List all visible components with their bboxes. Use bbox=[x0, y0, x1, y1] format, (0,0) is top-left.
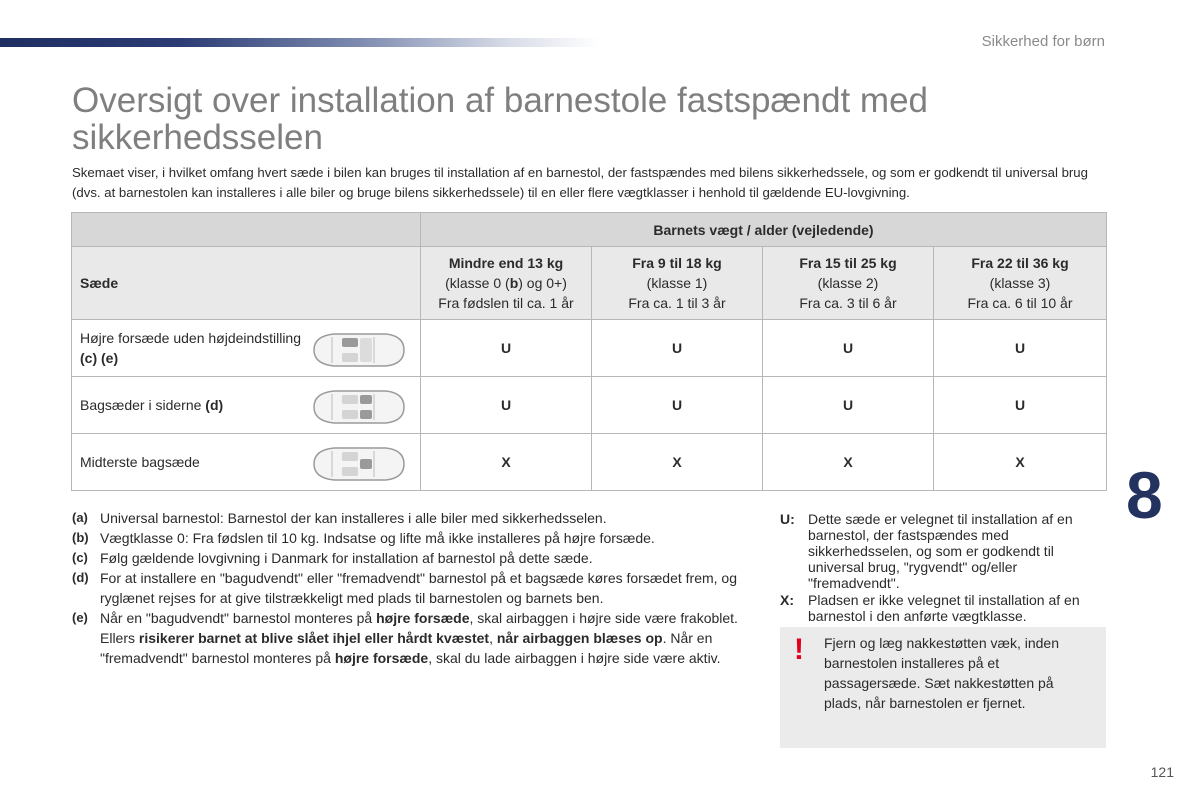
footnote-text: Følg gældende lovgivning i Danmark for installation af barnestol på dette sæde. bbox=[100, 550, 593, 566]
value-cell: U bbox=[934, 320, 1107, 377]
footnote-key: (d) bbox=[72, 570, 89, 585]
value-cell: X bbox=[592, 434, 763, 491]
footnote-text: Vægtklasse 0: Fra fødslen til 10 kg. Indsatse og lifte må ikke installeres på højre forsæde. bbox=[100, 530, 655, 546]
child-seat-table bbox=[71, 212, 1107, 491]
value-cell: U bbox=[592, 320, 763, 377]
category-weight: Fra 9 til 18 kg bbox=[632, 255, 722, 271]
seat-cell bbox=[72, 377, 421, 434]
seat-notes: (c) (e) bbox=[80, 350, 119, 366]
footnote-d bbox=[72, 568, 762, 608]
footnote-key: (a) bbox=[72, 510, 88, 525]
table-row bbox=[72, 320, 1107, 377]
value-cell: X bbox=[421, 434, 592, 491]
category-weight: Fra 15 til 25 kg bbox=[799, 255, 897, 271]
category-class: (klasse 2) bbox=[817, 275, 879, 291]
warning-exclamation-icon: ! bbox=[794, 633, 804, 666]
value-cell: U bbox=[421, 320, 592, 377]
category-age: Fra fødslen til ca. 1 år bbox=[438, 295, 574, 311]
seat-notes: (d) bbox=[205, 397, 224, 413]
legend-text: Pladsen er ikke velegnet til installation af en barnestol i den anførte vægtklasse. bbox=[808, 592, 1080, 624]
category-class: (klasse 3) bbox=[989, 275, 1051, 291]
value-cell: U bbox=[592, 377, 763, 434]
category-age: Fra ca. 6 til 10 år bbox=[967, 295, 1073, 311]
car-front-passenger-icon bbox=[308, 328, 408, 372]
legend-u bbox=[780, 511, 1110, 591]
table-corner bbox=[72, 213, 421, 247]
category-class: (klasse 1) bbox=[646, 275, 708, 291]
seat-label: Højre forsæde uden højdeindstilling bbox=[80, 330, 301, 346]
page-title: Oversigt over installation af barnestole fastspændt med sikkerhedsselen bbox=[72, 81, 928, 157]
footnote-c bbox=[72, 548, 762, 568]
value-cell: U bbox=[763, 377, 934, 434]
footnote-key: (b) bbox=[72, 530, 89, 545]
category-age: Fra ca. 1 til 3 år bbox=[628, 295, 726, 311]
car-rear-outer-seats-icon bbox=[308, 385, 408, 429]
section-label: Sikkerhed for børn bbox=[981, 33, 1105, 50]
group-header: Barnets vægt / alder (vejledende) bbox=[421, 213, 1107, 247]
footnote-text: Universal barnestol: Barnestol der kan installeres i alle biler med sikkerhedsselen. bbox=[100, 510, 607, 526]
category-class: (klasse 0 (b) og 0+) bbox=[445, 275, 567, 291]
table-row bbox=[72, 377, 1107, 434]
category-weight: Fra 22 til 36 kg bbox=[971, 255, 1069, 271]
category-weight: Mindre end 13 kg bbox=[448, 255, 564, 271]
warning-text: Fjern og læg nakkestøtten væk, inden barnestolen installeres på et passagersæde. Sæt nakkestøtten på plads, når barnestolen er fjernet. bbox=[824, 635, 1060, 711]
seat-cell bbox=[72, 320, 421, 377]
footnote-b bbox=[72, 528, 762, 548]
seat-cell bbox=[72, 434, 421, 491]
value-cell: X bbox=[763, 434, 934, 491]
header-gradient-bar bbox=[0, 38, 600, 47]
footnote-e bbox=[72, 608, 762, 668]
category-header-3 bbox=[934, 247, 1107, 320]
footnote-a bbox=[72, 508, 762, 528]
category-age: Fra ca. 3 til 6 år bbox=[799, 295, 897, 311]
footnotes bbox=[72, 508, 762, 668]
footnote-text: For at installere en "bagudvendt" eller "fremadvendt" barnestol på et bagsæde køres forsædet frem, og ryglænet rejses for at give tilstrækkeligt med plads til barnestolen og barnets ben. bbox=[100, 570, 737, 606]
value-cell: U bbox=[934, 377, 1107, 434]
legend-key: U: bbox=[780, 511, 795, 527]
legend-text: Dette sæde er velegnet til installation af en barnestol, der fastspændes med sikkerhedsselen, og som er godkendt til universal brug, "rygvendt" og/eller "fremadvendt". bbox=[808, 511, 1073, 591]
value-cell: X bbox=[934, 434, 1107, 491]
legend-key: X: bbox=[780, 592, 794, 608]
category-header-2 bbox=[763, 247, 934, 320]
category-header-1 bbox=[592, 247, 763, 320]
seat-label: Midterste bagsæde bbox=[80, 454, 200, 470]
legend bbox=[780, 511, 1110, 625]
seat-label: Bagsæder i siderne bbox=[80, 397, 202, 413]
footnote-key: (e) bbox=[72, 610, 88, 625]
warning-box bbox=[780, 627, 1106, 748]
value-cell: U bbox=[763, 320, 934, 377]
car-rear-middle-seat-icon bbox=[308, 442, 408, 486]
page-number: 121 bbox=[1150, 764, 1174, 780]
footnote-key: (c) bbox=[72, 550, 88, 565]
intro-paragraph: Skemaet viser, i hvilket omfang hvert sæde i bilen kan bruges til installation af en barnestol, der fastspændes med bilens sikkerhedssele, og som er godkendt til universal brug (dvs. at barnestolen kan installeres i alle biler og bruge bilens sikkerhedssele) til en eller flere vægtklasser i henhold til gældende EU-lovgivning. bbox=[72, 165, 1088, 200]
chapter-number: 8 bbox=[1126, 458, 1163, 532]
category-header-0 bbox=[421, 247, 592, 320]
footnote-text: Når en "bagudvendt" barnestol monteres på højre forsæde, skal airbaggen i højre side være frakoblet. Ellers risikerer barnet at blive slået ihjel eller hårdt kvæstet, når airbaggen blæses op. Når en "fremadvendt" barnestol monteres på højre forsæde, skal du lade airbaggen i højre side være aktiv. bbox=[100, 610, 738, 666]
value-cell: U bbox=[421, 377, 592, 434]
legend-x bbox=[780, 592, 1110, 624]
seat-header: Sæde bbox=[72, 247, 421, 320]
table-row bbox=[72, 434, 1107, 491]
